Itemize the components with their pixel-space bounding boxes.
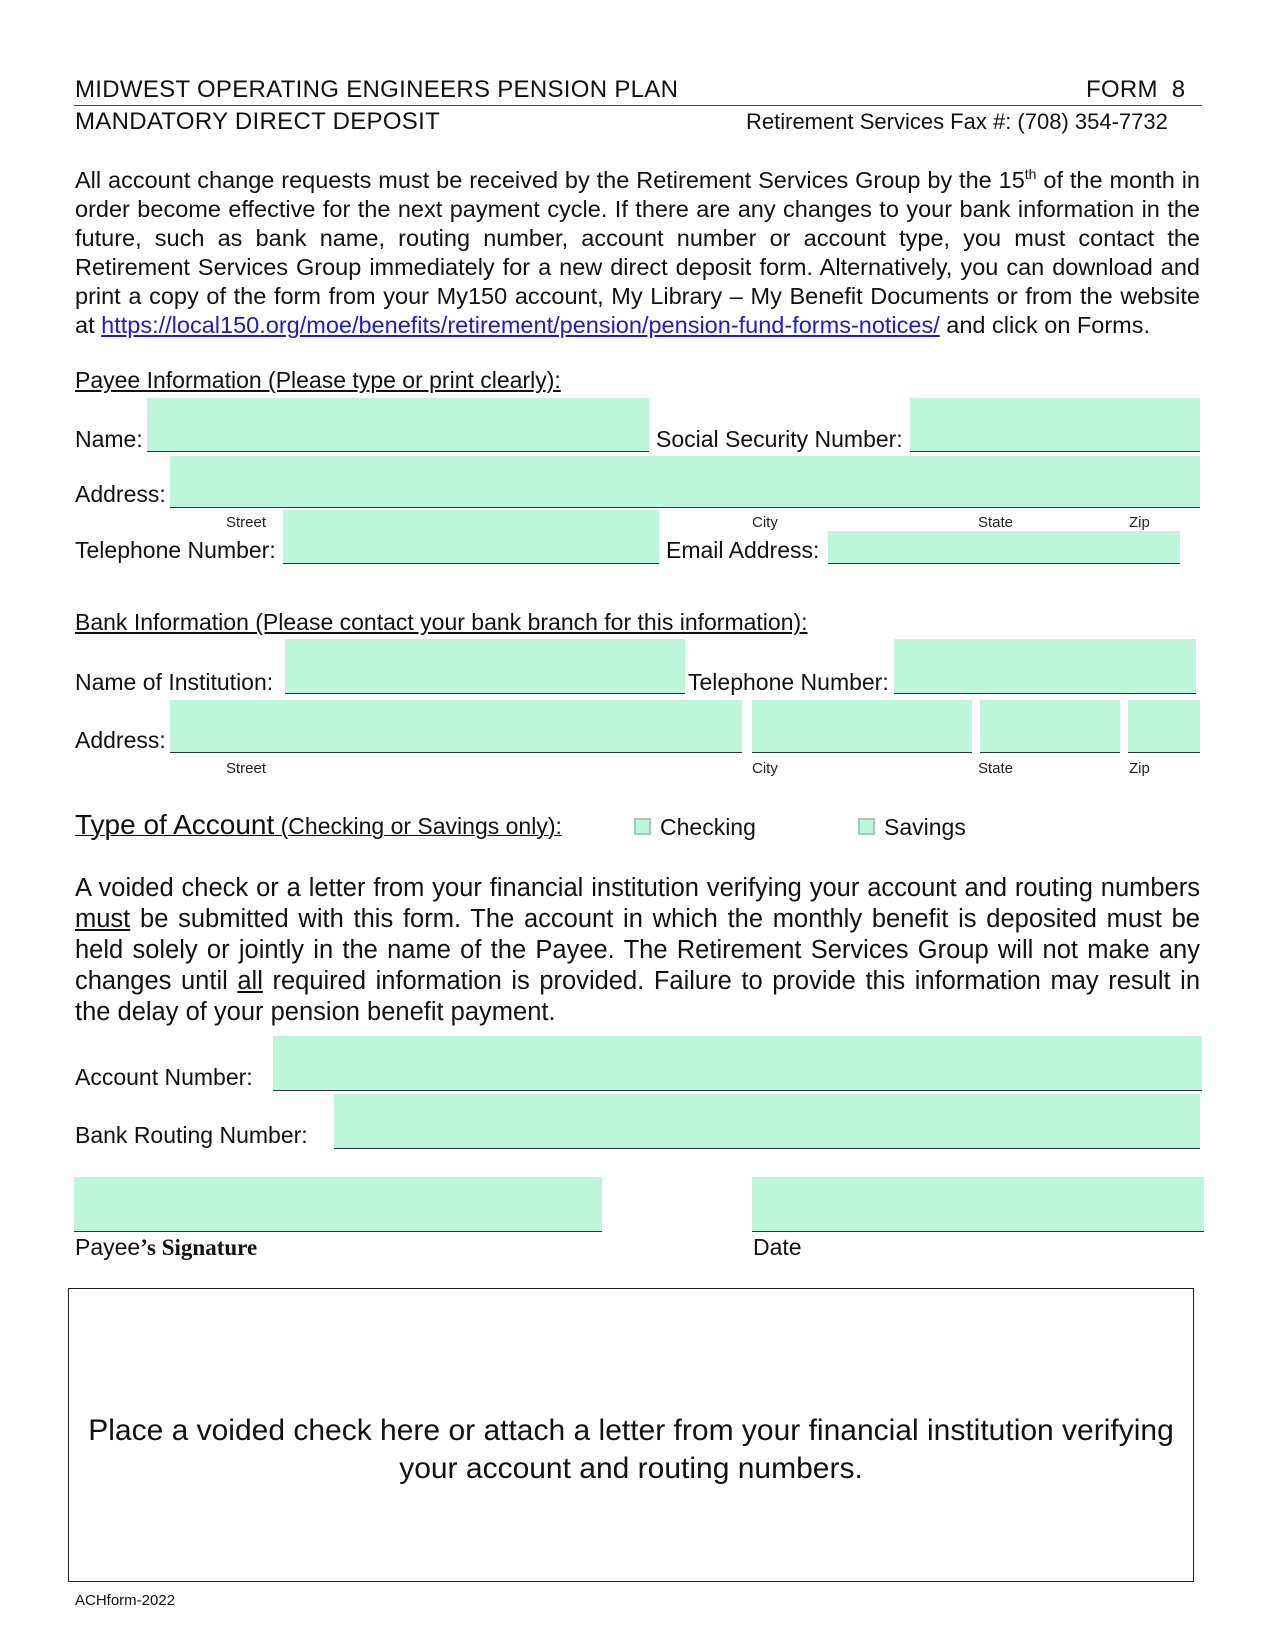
payee-state-caption: State bbox=[978, 514, 1014, 531]
bank-zip-field[interactable] bbox=[1128, 700, 1200, 753]
savings-label: Savings bbox=[884, 814, 966, 840]
ssn-field[interactable] bbox=[910, 398, 1200, 452]
payee-telephone-label: Telephone Number: bbox=[75, 537, 276, 563]
bank-state-field[interactable] bbox=[980, 700, 1120, 753]
bank-section-title: Bank Information (Please contact your bank branch for this information): bbox=[75, 609, 808, 635]
email-field[interactable] bbox=[828, 531, 1180, 564]
bank-city-field[interactable] bbox=[752, 700, 972, 753]
routing-number-label: Bank Routing Number: bbox=[75, 1122, 308, 1148]
bank-telephone-field[interactable] bbox=[894, 639, 1196, 694]
voided-check-area bbox=[68, 1288, 1194, 1582]
payee-address-label: Address: bbox=[75, 481, 166, 507]
verification-text-a: A voided check or a letter from your financial institution verifying your account and routing numbers bbox=[75, 874, 1200, 902]
payee-city-caption: City bbox=[752, 514, 778, 531]
payee-section-title: Payee Information (Please type or print clearly): bbox=[75, 367, 561, 393]
email-label: Email Address: bbox=[666, 537, 820, 563]
account-number-label: Account Number: bbox=[75, 1064, 253, 1090]
bank-telephone-label: Telephone Number: bbox=[688, 669, 889, 695]
payee-street-caption: Street bbox=[226, 514, 267, 531]
voided-check-instructions: Place a voided check here or attach a letter from your financial institution verifying your account and routing numbers. bbox=[88, 1414, 1174, 1485]
ssn-label: Social Security Number: bbox=[656, 426, 903, 452]
payee-name-field[interactable] bbox=[147, 398, 649, 452]
account-type-title bbox=[75, 809, 562, 841]
payee-name-label: Name: bbox=[75, 426, 143, 452]
bank-address-label: Address: bbox=[75, 727, 166, 753]
payee-address-field[interactable] bbox=[170, 456, 1200, 508]
form-label-text: FORM bbox=[1086, 76, 1158, 103]
account-type-title-main: Type of Account bbox=[75, 809, 275, 840]
payee-signature-label-a: Payee bbox=[75, 1234, 141, 1260]
checking-checkbox[interactable] bbox=[634, 818, 651, 835]
payee-signature-label-b: ’s Signature bbox=[140, 1235, 258, 1260]
verification-all: all bbox=[237, 967, 263, 995]
routing-number-field[interactable] bbox=[334, 1094, 1200, 1149]
verification-text-b: be submitted with this form. The account in which the monthly benefit is deposited must be held solely or jointly in the name of the Payee. The Retirement Services Group will not make any changes until bbox=[75, 905, 1200, 995]
bank-city-caption: City bbox=[752, 760, 778, 777]
verification-must: must bbox=[75, 905, 131, 933]
intro-text-b: of the month in order become effective for the next payment cycle. If there are any changes to your bank information in the future, such as bank name, routing number, account number or account type, you must contact the Retirement Services Group immediately for a new direct deposit form. Alternatively, you can download and print a copy of the form from your My150 account, My Library – My Benefit Documents or from the website at bbox=[75, 167, 1200, 338]
form-title: MANDATORY DIRECT DEPOSIT bbox=[75, 108, 441, 135]
fax-number: Retirement Services Fax #: (708) 354-7732 bbox=[746, 109, 1168, 134]
signature-field[interactable] bbox=[74, 1177, 602, 1232]
intro-text-c: and click on Forms. bbox=[939, 312, 1151, 338]
institution-field[interactable] bbox=[285, 639, 685, 694]
form-code: ACHform-2022 bbox=[75, 1592, 176, 1609]
savings-checkbox[interactable] bbox=[858, 818, 875, 835]
form-label bbox=[1086, 76, 1185, 104]
date-field[interactable] bbox=[752, 1177, 1204, 1232]
intro-text-a: All account change requests must be received by the Retirement Services Group by the 15 bbox=[75, 167, 1025, 193]
bank-street-caption: Street bbox=[226, 760, 267, 777]
institution-label: Name of Institution: bbox=[75, 669, 274, 695]
intro-superscript: th bbox=[1024, 166, 1037, 183]
intro-paragraph bbox=[75, 166, 1200, 340]
plan-name: MIDWEST OPERATING ENGINEERS PENSION PLAN bbox=[75, 76, 679, 103]
bank-zip-caption: Zip bbox=[1129, 760, 1150, 777]
form-number: 8 bbox=[1171, 76, 1186, 103]
date-label: Date bbox=[753, 1234, 802, 1260]
bank-street-field[interactable] bbox=[170, 700, 742, 753]
checking-label: Checking bbox=[660, 814, 756, 840]
verification-text-c: required information is provided. Failure to provide this information may result in the delay of your pension benefit payment. bbox=[75, 967, 1200, 1026]
account-number-field[interactable] bbox=[273, 1036, 1202, 1091]
account-type-title-sub: (Checking or Savings only): bbox=[274, 813, 562, 839]
payee-telephone-field[interactable] bbox=[283, 510, 659, 564]
forms-link[interactable]: https://local150.org/moe/benefits/retirement/pension/pension-fund-forms-notices/ bbox=[101, 312, 940, 338]
payee-zip-caption: Zip bbox=[1129, 514, 1150, 531]
bank-state-caption: State bbox=[978, 760, 1014, 777]
payee-signature-label bbox=[75, 1234, 257, 1261]
verification-paragraph bbox=[75, 873, 1200, 1028]
header-divider bbox=[74, 105, 1202, 106]
